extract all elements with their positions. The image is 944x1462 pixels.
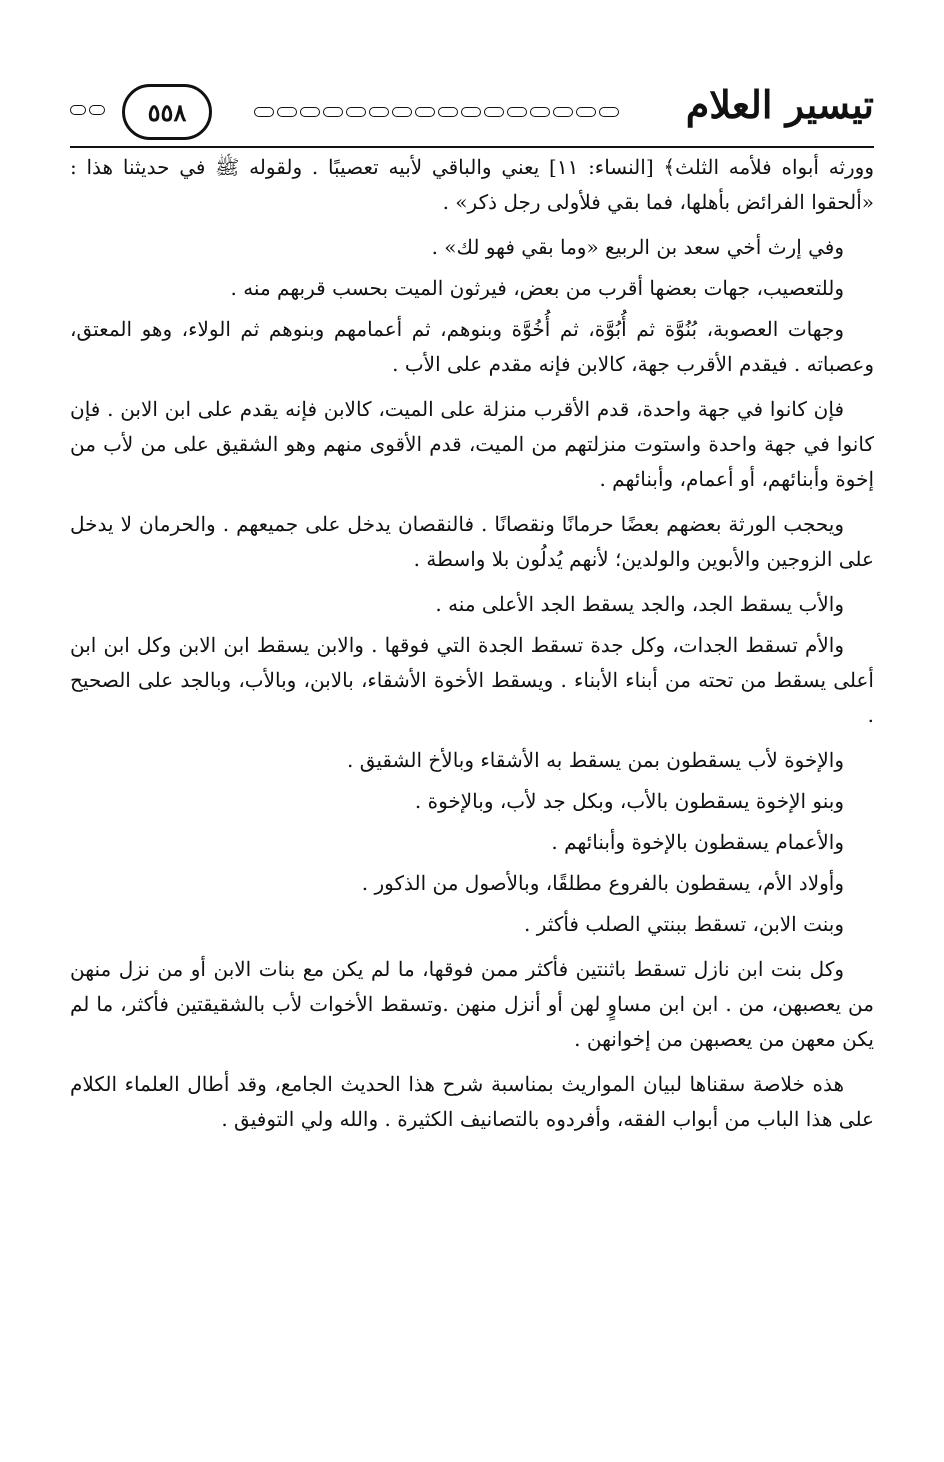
page-header [70, 80, 874, 144]
paragraph: والأم تسقط الجدات، وكل جدة تسقط الجدة التي فوقها . والابن يسقط ابن الابن وكل ابن ابن أعلى يسقط من تحته من أبناء الأبناء . ويسقط الأخوة الأشقاء، بالابن، وبالأب، وبالجد على الصحيح . [70, 633, 874, 727]
paragraph: وللتعصيب، جهات بعضها أقرب من بعض، فيرثون الميت بحسب قربهم منه . [230, 276, 844, 300]
header-rule [70, 146, 874, 148]
small-ornament [70, 105, 105, 115]
paragraph: والأب يسقط الجد، والجد يسقط الجد الأعلى منه . [435, 592, 844, 616]
paragraph: وورثه أبواه فلأمه الثلث﴾ [النساء: ١١] يعني والباقي لأبيه تعصيبًا . ولقوله ﷺ في حديثنا هذا : «ألحقوا الفرائض بأهلها، فما بقي فلأولى رجل ذكر» . [70, 155, 874, 214]
paragraph: وكل بنت ابن نازل تسقط باثنتين فأكثر ممن فوقها، ما لم يكن مع بنات الابن أو من نزل منهن من يعصبهن، من . ابن ابن مساوٍ لهن أو أنزل منهن .وتسقط الأخوات لأب بالشقيقتين فأكثر، ما لم يكن معهن من يعصبهن من إخوانهن . [70, 957, 874, 1051]
paragraph: ويحجب الورثة بعضهم بعضًا حرمانًا ونقصانًا . فالنقصان يدخل على جميعهم . والحرمان لا يدخل على الزوجين والأبوين والولدين؛ لأنهم يُدلُون بلا واسطة . [70, 512, 874, 571]
paragraph: هذه خلاصة سقناها لبيان المواريث بمناسبة شرح هذا الحديث الجامع، وقد أطال العلماء الكلام على هذا الباب من أبواب الفقه، وأفردوه بالتصانيف الكثيرة . والله ولي التوفيق . [70, 1072, 874, 1131]
paragraph: والإخوة لأب يسقطون بمن يسقط به الأشقاء وبالأخ الشقيق . [346, 748, 844, 772]
paragraph: وبنو الإخوة يسقطون بالأب، وبكل جد لأب، وبالإخوة . [414, 789, 844, 813]
paragraph: وبنت الابن، تسقط ببنتي الصلب فأكثر . [524, 912, 844, 936]
paragraph: وجهات العصوبة، بُنُوَّة ثم أُبُوَّة، ثم أُخُوَّة وبنوهم، ثم أعمامهم وبنوهم ثم الولاء، وهو المعتق، وعصباته . فيقدم الأقرب جهة، كالابن فإنه مقدم على الأب . [70, 317, 874, 376]
paragraph: وأولاد الأم، يسقطون بالفروع مطلقًا، وبالأصول من الذكور . [361, 871, 844, 895]
running-title: تيسير العلام [685, 82, 874, 127]
body-text [70, 150, 874, 1147]
header-ornament [254, 107, 644, 121]
paragraph: فإن كانوا في جهة واحدة، قدم الأقرب منزلة على الميت، كالابن فإنه يقدم على ابن الابن . فإن كانوا في جهة واحدة واستوت منزلتهم من الميت، قدم الأقوى منهم وهو الشقيق على من لأب من إخوة وأبنائهم، أو أعمام، وأبنائهم . [70, 397, 874, 491]
paragraph: وفي إرث أخي سعد بن الربيع «وما بقي فهو لك» . [431, 235, 844, 259]
page-number: ٥٥٨ [122, 84, 212, 140]
paragraph: والأعمام يسقطون بالإخوة وأبنائهم . [551, 830, 844, 854]
